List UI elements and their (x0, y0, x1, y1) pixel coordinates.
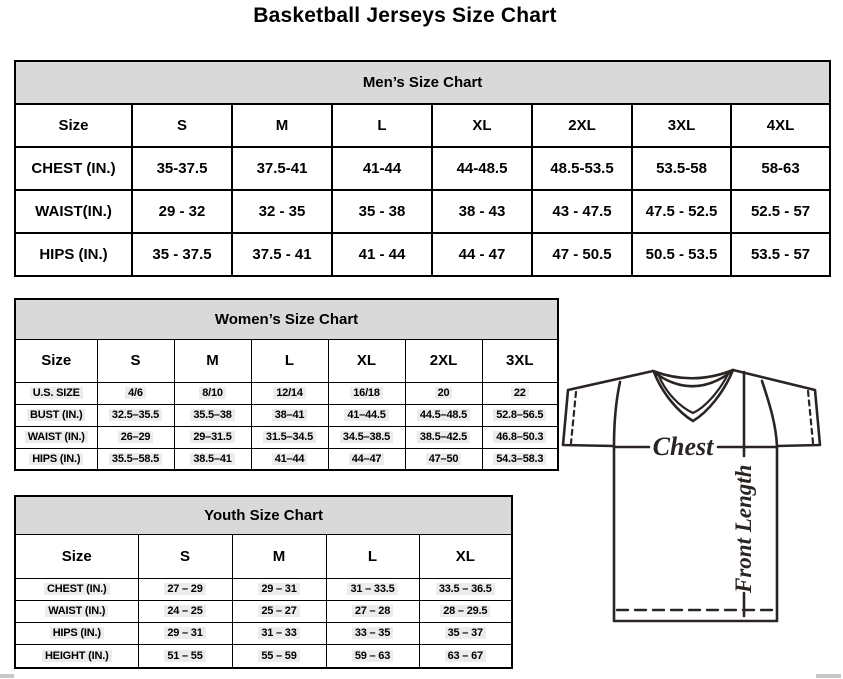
size-value-cell: 38 - 43 (432, 190, 532, 233)
column-header: XL (432, 104, 532, 147)
cell-text: 33 – 35 (352, 627, 393, 639)
row-label (15, 644, 138, 668)
cell-text: 51 – 55 (164, 650, 205, 662)
size-value-cell: 48.5-53.5 (532, 147, 632, 190)
jersey-body-outline (563, 370, 820, 621)
column-header: L (332, 104, 432, 147)
table-row (15, 600, 512, 622)
size-value-cell (138, 578, 232, 600)
womens-size-table (14, 298, 559, 471)
row-label: CHEST (IN.) (15, 147, 132, 190)
cell-text: 46.8–50.3 (493, 431, 546, 443)
column-header: L (251, 339, 328, 382)
youth-size-table (14, 495, 513, 669)
column-header: XL (419, 534, 512, 578)
left-cuff-stitch (571, 392, 576, 443)
cell-text: 8/10 (199, 387, 226, 399)
size-value-cell (482, 404, 558, 426)
cell-text: 35.5–38 (190, 409, 234, 421)
column-header: 4XL (731, 104, 830, 147)
table-title: Men’s Size Chart (15, 61, 830, 104)
size-value-cell (174, 404, 251, 426)
size-value-cell: 47 - 50.5 (532, 233, 632, 276)
size-value-cell (482, 448, 558, 470)
cell-text: 41–44 (272, 453, 308, 465)
size-value-cell: 29 - 32 (132, 190, 232, 233)
table-title: Youth Size Chart (15, 496, 512, 534)
table-header-band (15, 496, 512, 534)
table-row (15, 622, 512, 644)
row-label (15, 448, 97, 470)
table-title: Women’s Size Chart (15, 299, 558, 339)
column-header: S (132, 104, 232, 147)
cell-text: CHEST (IN.) (44, 583, 110, 595)
cell-text: 24 – 25 (164, 605, 205, 617)
cell-text: 22 (511, 387, 529, 399)
size-value-cell: 44-48.5 (432, 147, 532, 190)
size-value-cell (405, 448, 482, 470)
size-value-cell (232, 644, 326, 668)
chest-label: Chest (652, 432, 714, 461)
size-value-cell: 35-37.5 (132, 147, 232, 190)
size-value-cell (138, 600, 232, 622)
table-row (15, 233, 830, 276)
table-header-band (15, 61, 830, 104)
row-label (15, 382, 97, 404)
size-value-cell: 53.5-58 (632, 147, 731, 190)
size-value-cell: 41 - 44 (332, 233, 432, 276)
size-value-cell (328, 448, 405, 470)
cell-text: U.S. SIZE (30, 387, 83, 399)
right-sleeve-seam (762, 381, 777, 446)
cell-text: 38.5–41 (190, 453, 234, 465)
cell-text: 38–41 (272, 409, 308, 421)
size-value-cell (97, 448, 174, 470)
size-value-cell: 37.5 - 41 (232, 233, 332, 276)
table-row (15, 426, 558, 448)
front-length-label: Front Length (731, 464, 756, 593)
size-value-cell (251, 382, 328, 404)
size-value-cell (174, 382, 251, 404)
size-value-cell (97, 382, 174, 404)
column-header: M (232, 534, 326, 578)
mens-size-table (14, 60, 831, 277)
page-title: Basketball Jerseys Size Chart (253, 4, 557, 27)
size-value-cell: 41-44 (332, 147, 432, 190)
cell-text: 59 – 63 (352, 650, 393, 662)
size-value-cell (328, 426, 405, 448)
cell-text: 29 – 31 (164, 627, 205, 639)
row-label: HIPS (IN.) (15, 233, 132, 276)
size-value-cell: 58-63 (731, 147, 830, 190)
cell-text: HEIGHT (IN.) (42, 650, 112, 662)
cell-text: BUST (IN.) (27, 409, 85, 421)
size-value-cell: 52.5 - 57 (731, 190, 830, 233)
size-value-cell (405, 404, 482, 426)
column-header-row (15, 339, 558, 382)
size-value-cell (482, 426, 558, 448)
cell-text: 35.5–58.5 (109, 453, 162, 465)
size-value-cell (97, 404, 174, 426)
size-value-cell: 44 - 47 (432, 233, 532, 276)
cell-text: 31 – 33 (258, 627, 299, 639)
row-label (15, 426, 97, 448)
table-row (15, 147, 830, 190)
size-value-cell: 53.5 - 57 (731, 233, 830, 276)
cell-text: 34.5–38.5 (340, 431, 393, 443)
cell-text: 33.5 – 36.5 (436, 583, 495, 595)
column-header: L (326, 534, 419, 578)
size-value-cell (326, 578, 419, 600)
size-value-cell (174, 448, 251, 470)
left-sleeve-seam (614, 382, 620, 446)
table-row (15, 404, 558, 426)
cell-text: 55 – 59 (258, 650, 299, 662)
cell-text: 35 – 37 (445, 627, 486, 639)
table-row (15, 190, 830, 233)
size-value-cell: 32 - 35 (232, 190, 332, 233)
cell-text: 16/18 (350, 387, 383, 399)
size-value-cell (326, 622, 419, 644)
size-value-cell (419, 622, 512, 644)
cell-text: 63 – 67 (445, 650, 486, 662)
column-header: Size (15, 104, 132, 147)
size-value-cell (232, 600, 326, 622)
size-value-cell (138, 622, 232, 644)
size-value-cell (326, 600, 419, 622)
row-label (15, 404, 97, 426)
size-value-cell (174, 426, 251, 448)
column-header: 3XL (632, 104, 731, 147)
jersey-outline-drawing (556, 360, 843, 628)
column-header: S (138, 534, 232, 578)
cell-text: WAIST (IN.) (25, 431, 88, 443)
size-value-cell (97, 426, 174, 448)
column-header: Size (15, 534, 138, 578)
cell-text: 27 – 29 (164, 583, 205, 595)
cell-text: 29–31.5 (190, 431, 234, 443)
cell-text: 47–50 (426, 453, 462, 465)
cell-text: 28 – 29.5 (440, 605, 490, 617)
size-value-cell: 47.5 - 52.5 (632, 190, 731, 233)
cell-text: 31 – 33.5 (347, 583, 397, 595)
size-value-cell (482, 382, 558, 404)
size-value-cell (419, 578, 512, 600)
row-label (15, 600, 138, 622)
column-header: 2XL (532, 104, 632, 147)
size-value-cell: 50.5 - 53.5 (632, 233, 731, 276)
column-header-row (15, 534, 512, 578)
size-value-cell (138, 644, 232, 668)
cell-text: 20 (435, 387, 453, 399)
cell-text: 12/14 (273, 387, 306, 399)
table-row (15, 644, 512, 668)
size-value-cell (251, 404, 328, 426)
size-value-cell (419, 600, 512, 622)
row-label (15, 578, 138, 600)
column-header: 2XL (405, 339, 482, 382)
size-value-cell (405, 382, 482, 404)
column-header: XL (328, 339, 405, 382)
row-label (15, 622, 138, 644)
table-row (15, 448, 558, 470)
table-row (15, 578, 512, 600)
column-header: 3XL (482, 339, 558, 382)
size-value-cell (232, 578, 326, 600)
row-label: WAIST(IN.) (15, 190, 132, 233)
column-header: M (232, 104, 332, 147)
cell-text: 25 – 27 (258, 605, 299, 617)
cell-text: 29 – 31 (258, 583, 299, 595)
size-value-cell (419, 644, 512, 668)
cell-text: 4/6 (125, 387, 146, 399)
size-value-cell: 43 - 47.5 (532, 190, 632, 233)
column-header: S (97, 339, 174, 382)
size-value-cell: 35 - 38 (332, 190, 432, 233)
cell-text: 26–29 (118, 431, 154, 443)
cell-text: 44–47 (349, 453, 385, 465)
cell-text: 38.5–42.5 (417, 431, 470, 443)
column-header: Size (15, 339, 97, 382)
cell-text: 32.5–35.5 (109, 409, 162, 421)
size-value-cell (251, 448, 328, 470)
cell-text: WAIST (IN.) (45, 605, 108, 617)
jersey-measurement-diagram (556, 360, 843, 628)
size-value-cell: 35 - 37.5 (132, 233, 232, 276)
cell-text: 52.8–56.5 (493, 409, 546, 421)
horizontal-scrollbar-fragment-right[interactable] (816, 674, 841, 678)
size-value-cell (326, 644, 419, 668)
cell-text: 44.5–48.5 (417, 409, 470, 421)
cell-text: HIPS (IN.) (50, 627, 104, 639)
cell-text: 54.3–58.3 (493, 453, 546, 465)
cell-text: HIPS (IN.) (29, 453, 83, 465)
size-value-cell (232, 622, 326, 644)
size-value-cell: 37.5-41 (232, 147, 332, 190)
cell-text: 27 – 28 (352, 605, 393, 617)
horizontal-scrollbar-fragment-left[interactable] (0, 674, 14, 678)
size-value-cell (251, 426, 328, 448)
table-header-band (15, 299, 558, 339)
right-cuff-stitch (808, 391, 813, 443)
table-row (15, 382, 558, 404)
cell-text: 41–44.5 (344, 409, 388, 421)
cell-text: 31.5–34.5 (263, 431, 316, 443)
size-value-cell (328, 382, 405, 404)
size-value-cell (328, 404, 405, 426)
column-header-row (15, 104, 830, 147)
size-value-cell (405, 426, 482, 448)
column-header: M (174, 339, 251, 382)
